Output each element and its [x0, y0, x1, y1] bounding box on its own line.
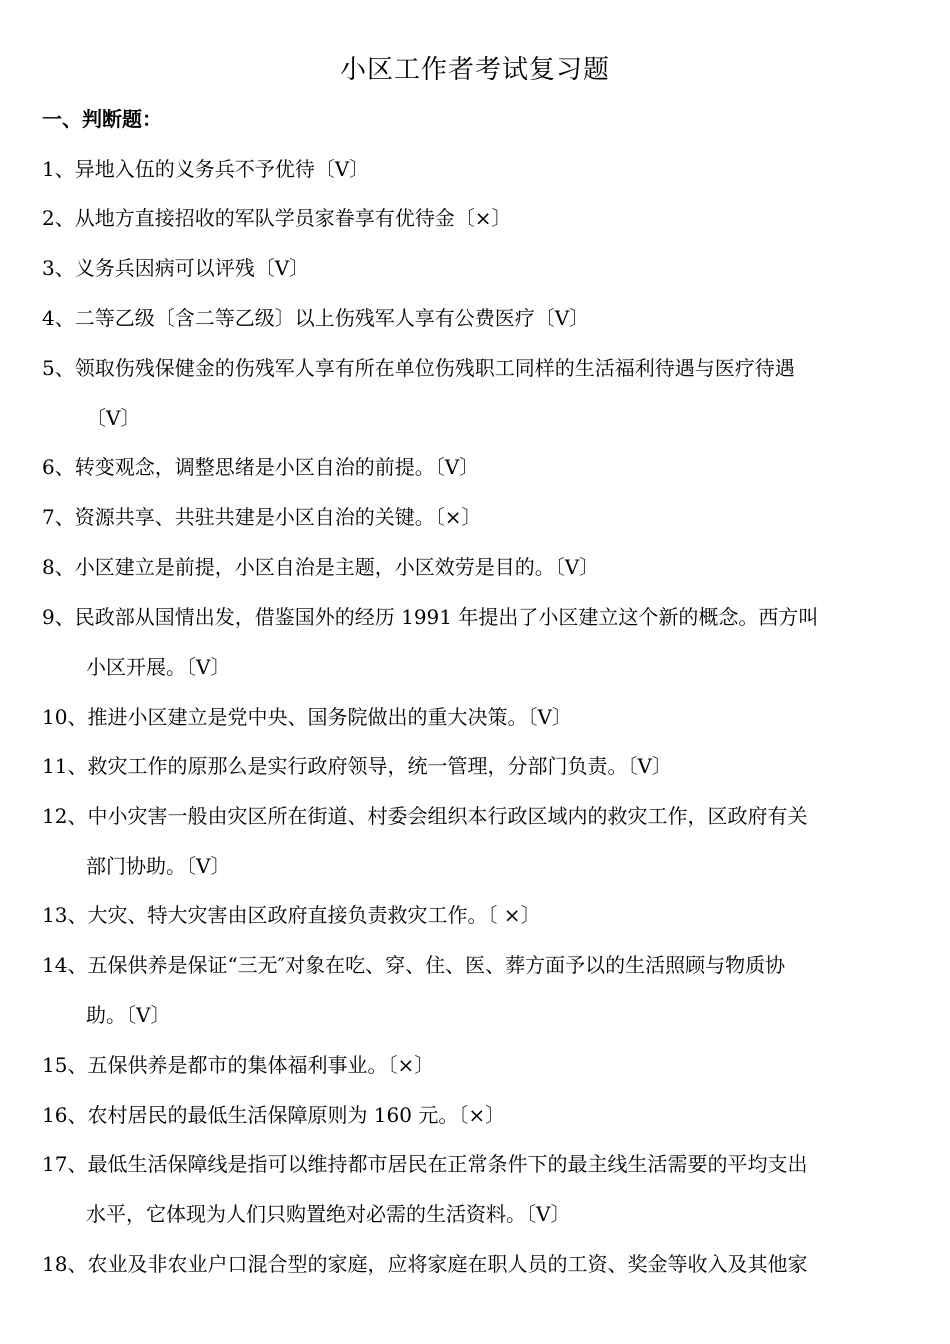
question-number: 16、: [42, 1103, 88, 1127]
question-number: 11、: [42, 754, 88, 778]
question-text-continuation: 部门协助。〔V〕: [86, 854, 231, 878]
section-heading: 一、判断题：: [42, 107, 162, 131]
question-number: 9、: [42, 605, 75, 629]
question-text: 最低生活保障线是指可以维持都市居民在正常条件下的最主线生活需要的平均支出: [87, 1152, 808, 1176]
question-text: 五保供养是保证“三无″对象在吃、穿、住、医、葬方面予以的生活照顾与物质协: [87, 953, 786, 977]
question-number: 6、: [42, 455, 75, 479]
question-number: 12、: [42, 804, 88, 828]
question-text: 异地入伍的义务兵不予优待〔V〕: [74, 157, 370, 181]
question-text: 农村居民的最低生活保障原则为 160 元。〔×〕: [87, 1103, 506, 1127]
question-number: 14、: [42, 953, 88, 977]
question-number: 13、: [42, 903, 88, 927]
question-number: 10、: [42, 705, 88, 729]
question-text-continuation: 〔V〕: [86, 406, 141, 430]
question-text: 民政部从国情出发，借鉴国外的经历 1991 年提出了小区建立这个新的概念。西方叫: [74, 605, 819, 629]
question-text: 二等乙级〔含二等乙级〕以上伤残军人享有公费医疗〔V〕: [74, 306, 590, 330]
question-text: 小区建立是前提，小区自治是主题，小区效劳是目的。〔V〕: [74, 555, 600, 579]
question-number: 8、: [42, 555, 75, 579]
question-text: 从地方直接招收的军队学员家眷享有优待金〔×〕: [74, 206, 512, 230]
question-number: 7、: [42, 505, 75, 529]
question-text: 农业及非农业户口混合型的家庭，应将家庭在职人员的工资、奖金等收入及其他家: [87, 1252, 808, 1276]
question-text: 资源共享、共驻共建是小区自治的关键。〔×〕: [74, 505, 482, 529]
question-text: 义务兵因病可以评残〔V〕: [74, 256, 310, 280]
question-text: 推进小区建立是党中央、国务院做出的重大决策。〔V〕: [87, 705, 572, 729]
question-number: 2、: [42, 206, 75, 230]
question-text-continuation: 助。〔V〕: [86, 1003, 171, 1027]
question-text: 五保供养是都市的集体福利事业。〔×〕: [87, 1053, 435, 1077]
question-text: 救灾工作的原那么是实行政府领导，统一管理，分部门负责。〔V〕: [87, 754, 672, 778]
page-title: 小区工作者考试复习题: [339, 55, 610, 85]
question-text: 领取伤残保健金的伤残军人享有所在单位伤残职工同样的生活福利待遇与医疗待遇: [74, 356, 795, 380]
question-number: 17、: [42, 1152, 88, 1176]
question-number: 5、: [42, 356, 75, 380]
question-text-continuation: 水平，它体现为人们只购置绝对必需的生活资料。〔V〕: [86, 1202, 571, 1226]
question-text-continuation: 小区开展。〔V〕: [86, 655, 231, 679]
question-number: 4、: [42, 306, 75, 330]
question-number: 1、: [42, 157, 75, 181]
question-text: 大灾、特大灾害由区政府直接负责救灾工作。〔 ×〕: [87, 903, 541, 927]
question-text: 转变观念，调整思绪是小区自治的前提。〔V〕: [74, 455, 480, 479]
question-number: 3、: [42, 256, 75, 280]
question-number: 15、: [42, 1053, 88, 1077]
question-number: 18、: [42, 1252, 88, 1276]
question-text: 中小灾害一般由灾区所在街道、村委会组织本行政区域内的救灾工作，区政府有关: [87, 804, 808, 828]
